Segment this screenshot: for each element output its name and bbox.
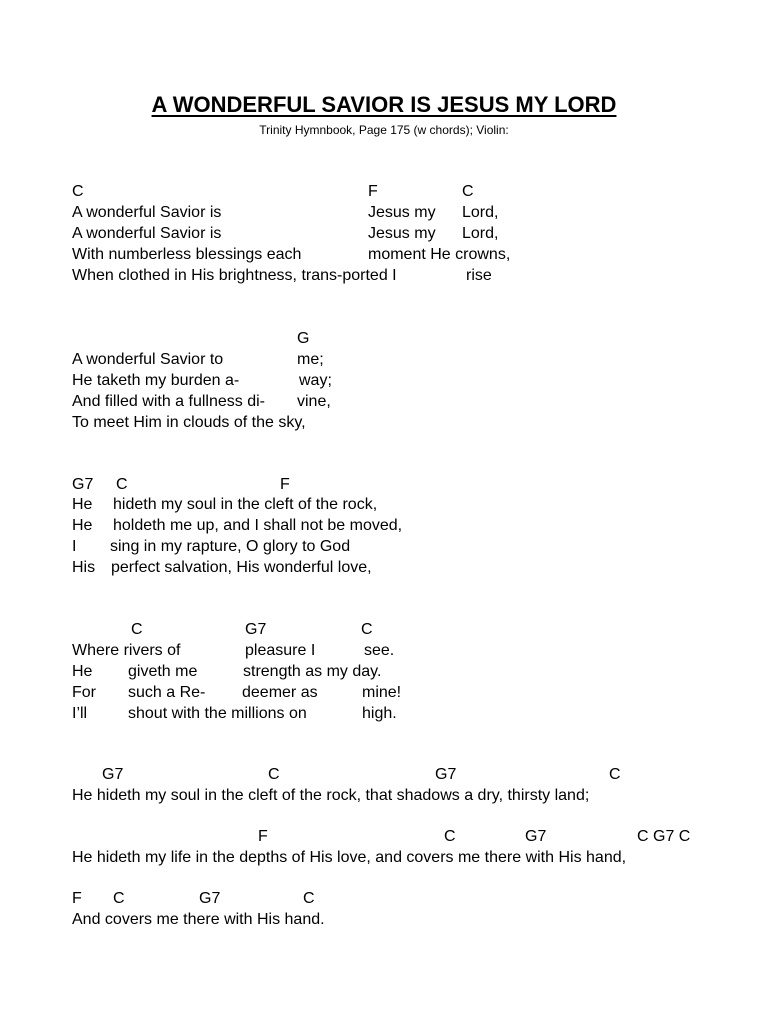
lyric-segment: And covers me there with His hand. (72, 911, 325, 928)
chord: F (280, 476, 290, 493)
chord: F (72, 890, 82, 907)
lyric-segment: With numberless blessings each (72, 246, 302, 263)
chord: C (113, 890, 125, 907)
chord: C (444, 828, 456, 845)
lyric-segment: Jesus my (368, 225, 436, 242)
lyric-segment: pleasure I (245, 642, 316, 659)
chord: G (297, 330, 310, 347)
chord: G7 (435, 766, 457, 783)
lyric-segment: He hideth my soul in the cleft of the rock, that shadows a dry, thirsty land; (72, 787, 590, 804)
chord: C (303, 890, 315, 907)
lyric-segment: I (72, 538, 77, 555)
lyric-segment: way; (299, 372, 332, 389)
chord: F (368, 183, 378, 200)
chord: G7 (525, 828, 547, 845)
song-subtitle: Trinity Hymnbook, Page 175 (w chords); Violin: (259, 123, 509, 137)
lyric-segment: To meet Him in clouds of the sky, (72, 414, 306, 431)
lyric-segment: deemer as (242, 684, 318, 701)
lyric-segment: strength as my day. (243, 663, 382, 680)
lyric-segment: When clothed in His brightness, trans-ported I (72, 267, 397, 284)
lyric-segment: hideth my soul in the cleft of the rock, (113, 496, 378, 513)
chord: F (258, 828, 268, 845)
song-title: A WONDERFUL SAVIOR IS JESUS MY LORD (151, 92, 617, 117)
lyric-segment: rise (466, 267, 492, 284)
chord: C (361, 621, 373, 638)
lyric-segment: holdeth me up, and I shall not be moved, (113, 517, 403, 534)
chord: G7 (102, 766, 124, 783)
lyric-segment: A wonderful Savior is (72, 204, 222, 221)
lyric-segment: Where rivers of (72, 642, 181, 659)
chord: C (72, 183, 84, 200)
lyric-segment: He (72, 496, 93, 513)
lyric-segment: Lord, (462, 225, 499, 242)
lyric-segment: A wonderful Savior is (72, 225, 222, 242)
lyric-segment: His (72, 559, 96, 576)
lyric-segment: And filled with a fullness di- (72, 393, 265, 410)
lyric-segment: vine, (297, 393, 331, 410)
lyric-segment: For (72, 684, 96, 701)
chord: C (131, 621, 143, 638)
lyric-segment: He hideth my life in the depths of His love, and covers me there with His hand, (72, 849, 627, 866)
chord: G7 (199, 890, 221, 907)
chord: C (609, 766, 621, 783)
chord: C (268, 766, 280, 783)
lyric-segment: I’ll (72, 705, 88, 722)
lyric-segment: He (72, 663, 93, 680)
lyric-segment: He (72, 517, 93, 534)
lyric-segment: giveth me (128, 663, 198, 680)
lyric-segment: such a Re- (128, 684, 206, 701)
chord: G7 (245, 621, 267, 638)
lyric-segment: sing in my rapture, O glory to God (110, 538, 351, 555)
lyric-segment: high. (362, 705, 397, 722)
lyric-segment: me; (297, 351, 324, 368)
lyric-segment: see. (364, 642, 395, 659)
lyric-segment: A wonderful Savior to (72, 351, 224, 368)
lyric-segment: Jesus my (368, 204, 436, 221)
lyric-segment: He taketh my burden a- (72, 372, 240, 389)
lyric-segment: shout with the millions on (128, 705, 307, 722)
chord: C G7 C (637, 828, 691, 845)
lyric-segment: moment He crowns, (368, 246, 511, 263)
chord: C (462, 183, 474, 200)
chord: G7 (72, 476, 94, 493)
lyric-segment: Lord, (462, 204, 499, 221)
chord: C (116, 476, 128, 493)
lyric-segment: mine! (362, 684, 402, 701)
lyric-segment: perfect salvation, His wonderful love, (111, 559, 372, 576)
